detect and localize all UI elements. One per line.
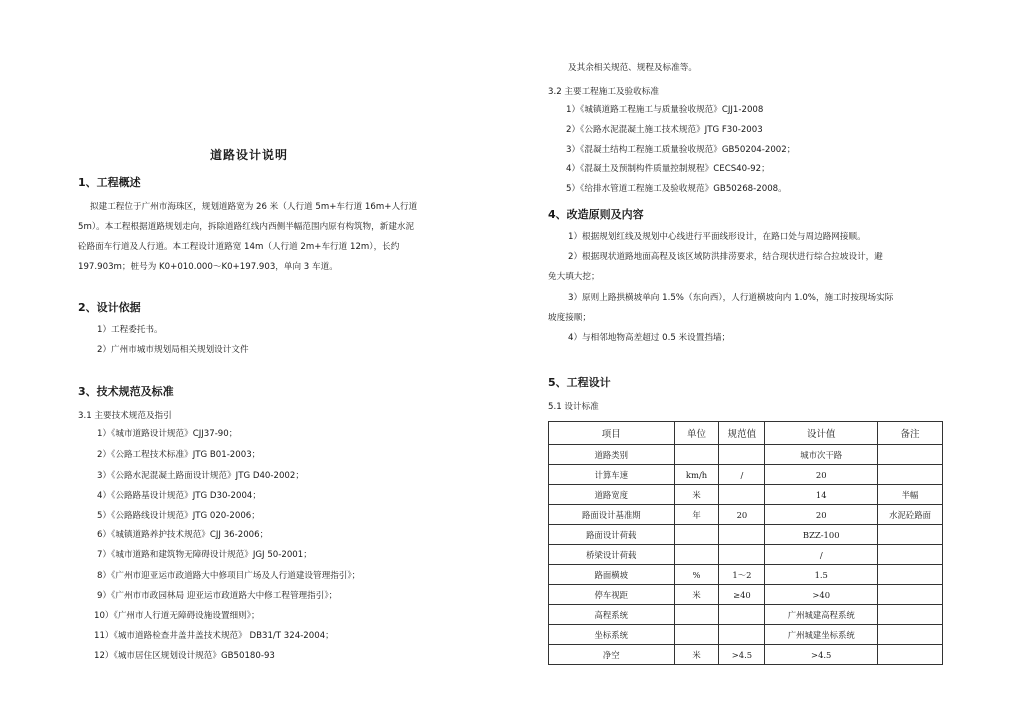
table-row [549,505,943,525]
table-cell: 20 [765,505,878,525]
section-4-heading: 4、改造原则及内容 [548,208,644,221]
list-item: 4）《公路路基设计规范》JTG D30-2004； [97,491,261,501]
list-item: 8）《广州市迎亚运市政道路大中修项目广场及人行道建设管理指引》； [97,571,361,581]
table-cell [878,645,943,665]
page-title: 道路设计说明 [210,148,289,162]
table-cell: ≥40 [719,585,765,605]
list-item: 6）《城镇道路养护技术规范》CJJ 36-2006； [97,530,269,540]
list-item: 1）工程委托书。 [97,325,163,335]
table-row [549,625,943,645]
design-standards-table [548,421,943,665]
table-cell: km/h [674,465,719,485]
paragraph-line: 1）根据规划红线及规划中心线进行平面线形设计，在路口处与周边路网接顺。 [568,232,866,242]
table-cell: 城市次干路 [765,445,878,465]
table-cell [674,545,719,565]
paragraph-line: 2）根据现状道路地面高程及该区域防洪排涝要求，结合现状进行综合拉坡设计，避 [568,252,883,262]
list-item: 1）《城市道路设计规范》CJJ37-90； [97,429,238,439]
table-cell: 米 [674,485,719,505]
table-cell: >4.5 [765,645,878,665]
table-cell: 1～2 [719,565,765,585]
table-cell: 米 [674,645,719,665]
list-item: 7）《城市道路和建筑物无障碍设计规范》JGJ 50-2001； [97,550,312,560]
subsection-heading: 3.2 主要工程施工及验收标准 [548,87,659,97]
paragraph-line: 3）原则上路拱横坡单向 1.5%（东向西），人行道横坡向内 1.0%，施工时按现场实际 [568,293,894,303]
table-cell: BZZ-100 [765,525,878,545]
paragraph-line: 免大填大挖； [548,272,600,282]
table-header-cell: 项目 [549,422,675,445]
table-cell [674,625,719,645]
section-1-paragraph-line: 砼路面车行道及人行道。本工程设计道路宽 14m（人行道 2m+车行道 12m），长约 [78,242,400,252]
table-row [549,605,943,625]
table-row [549,585,943,605]
table-cell [878,605,943,625]
table-cell: 坐标系统 [549,625,675,645]
list-item: 3）《混凝土结构工程施工质量验收规范》GB50204-2002； [566,145,796,155]
table-cell [719,525,765,545]
list-item: 5）《给排水管道工程施工及验收规范》GB50268-2008。 [566,184,787,194]
table-cell: 停车视距 [549,585,675,605]
paragraph-line: 4）与相邻地物高差超过 0.5 米设置挡墙； [568,333,731,343]
table-cell: 道路宽度 [549,485,675,505]
table-cell: 广州城建坐标系统 [765,625,878,645]
table-cell [878,445,943,465]
table-cell: 路面设计荷载 [549,525,675,545]
table-cell: 路面设计基准期 [549,505,675,525]
table-cell [878,585,943,605]
subsection-heading: 3.1 主要技术规范及指引 [78,411,172,421]
section-5-heading: 5、工程设计 [548,376,611,389]
table-cell: 桥梁设计荷载 [549,545,675,565]
section-3-heading: 3、技术规范及标准 [78,385,174,398]
continued-text: 及其余相关规范、规程及标准等。 [568,63,697,73]
table-row [549,545,943,565]
table-cell [878,625,943,645]
table-header-row [549,422,943,445]
list-item: 1）《城镇道路工程施工与质量验收规范》CJJ1-2008 [566,105,764,115]
table-cell [878,565,943,585]
table-cell [719,545,765,565]
table-cell: 1.5 [765,565,878,585]
table-row [549,445,943,465]
table-cell: 计算车速 [549,465,675,485]
table-cell: / [719,465,765,485]
table-cell: 半幅 [878,485,943,505]
table-cell: 高程系统 [549,605,675,625]
list-item: 3）《公路水泥混凝土路面设计规范》JTG D40-2002； [97,471,304,481]
table-cell: >4.5 [719,645,765,665]
table-cell: 水泥砼路面 [878,505,943,525]
table-cell [674,445,719,465]
list-item: 9）《广州市市政园林局 迎亚运市政道路大中修工程管理指引》； [97,591,338,601]
table-cell: 净空 [549,645,675,665]
list-item: 2）广州市城市规划局相关规划设计文件 [97,345,249,355]
table-cell: >40 [765,585,878,605]
subsection-heading: 5.1 设计标准 [548,402,599,412]
list-item: 2）《公路水泥混凝土施工技术规范》JTG F30-2003 [566,125,763,135]
table-cell [719,445,765,465]
table-cell [719,485,765,505]
table-cell [674,605,719,625]
table-cell: 20 [765,465,878,485]
table-cell: 广州城建高程系统 [765,605,878,625]
list-item: 4）《混凝土及预制构件质量控制规程》CECS40-92； [566,164,770,174]
table-header-cell: 单位 [674,422,719,445]
list-item: 5）《公路路线设计规范》JTG 020-2006； [97,511,260,521]
list-item: 11）《城市道路检查井盖井盖技术规范》 DB31/T 324-2004； [94,631,334,641]
table-row [549,525,943,545]
table-row [549,565,943,585]
table-cell: 20 [719,505,765,525]
section-2-heading: 2、设计依据 [78,301,141,314]
table-cell: 米 [674,585,719,605]
table-cell [719,605,765,625]
list-item: 12）《城市居住区规划设计规范》GB50180-93 [94,651,275,661]
table-cell: 道路类别 [549,445,675,465]
table-cell [878,545,943,565]
table-cell [719,625,765,645]
table-header-cell: 备注 [878,422,943,445]
table-cell: 路面横坡 [549,565,675,585]
table-row [549,485,943,505]
table-cell [878,525,943,545]
table-header-cell: 规范值 [719,422,765,445]
table-header-cell: 设计值 [765,422,878,445]
table-row [549,465,943,485]
paragraph-line: 坡度接顺； [548,313,591,323]
section-1-paragraph-line: 拟建工程位于广州市海珠区，规划道路宽为 26 米（人行道 5m+车行道 16m+人行道 [90,202,418,212]
table-cell [674,525,719,545]
table-cell: 年 [674,505,719,525]
section-1-paragraph-line: 5m）。本工程根据道路规划走向，拆除道路红线内西侧半幅范围内原有构筑物，新建水泥 [78,222,415,232]
table-row [549,645,943,665]
table-cell [878,465,943,485]
table-cell: / [765,545,878,565]
list-item: 10）《广州市人行道无障碍设施设置细则》； [94,611,260,621]
section-1-paragraph-line: 197.903m；桩号为 K0+010.000～K0+197.903，单向 3 车道。 [78,262,338,272]
table-cell: 14 [765,485,878,505]
section-1-heading: 1、工程概述 [78,176,141,189]
list-item: 2）《公路工程技术标准》JTG B01-2003； [97,450,261,460]
table-cell: % [674,565,719,585]
